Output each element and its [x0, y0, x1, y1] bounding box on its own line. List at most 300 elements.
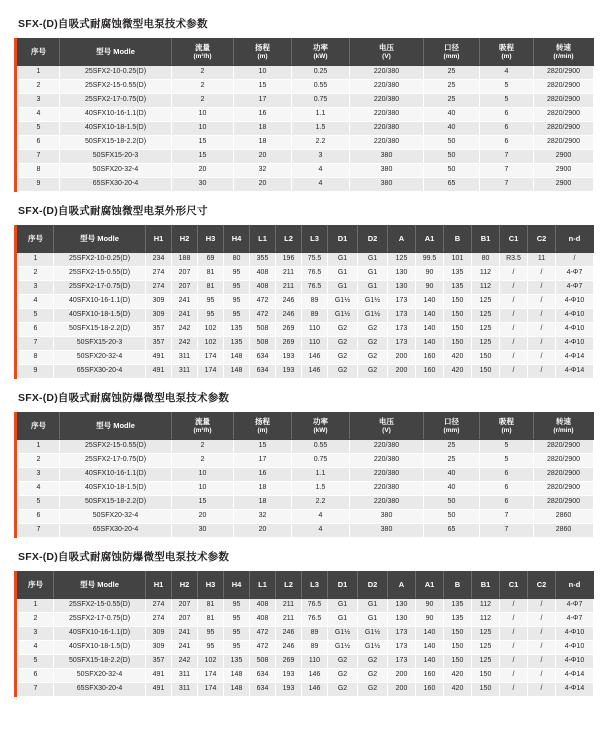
- table-cell: 50SFX20-32-4: [54, 669, 146, 683]
- table-cell: /: [528, 683, 556, 697]
- table-cell: 32: [234, 510, 292, 524]
- table-cell: G2: [358, 323, 388, 337]
- table-cell: 0.25: [292, 66, 350, 80]
- table-cell: 5: [480, 440, 534, 454]
- table-cell: 7: [18, 337, 54, 351]
- table-cell: 420: [444, 669, 472, 683]
- table-cell: 207: [172, 267, 198, 281]
- table-cell: 4: [18, 108, 60, 122]
- table-cell: 200: [388, 683, 416, 697]
- table-cell: /: [528, 267, 556, 281]
- table-cell: 207: [172, 613, 198, 627]
- section-title: SFX-(D)自吸式耐腐蚀防爆微型电泵技术参数: [18, 551, 230, 563]
- column-header: H2: [172, 572, 198, 599]
- column-header: [60, 39, 172, 66]
- table-row: [18, 267, 594, 281]
- table-cell: 2: [18, 613, 54, 627]
- column-header: A: [388, 226, 416, 253]
- table-cell: 4-Φ10: [556, 309, 594, 323]
- table-cell: 0.75: [292, 94, 350, 108]
- table-cell: 50SFX15-20-3: [60, 150, 172, 164]
- table-cell: 150: [472, 351, 500, 365]
- column-header: D2: [358, 572, 388, 599]
- table-cell: 135: [444, 613, 472, 627]
- column-header: D1: [328, 226, 358, 253]
- table-cell: 2: [172, 440, 234, 454]
- column-header: H3: [198, 226, 224, 253]
- column-header: L2: [276, 226, 302, 253]
- table-cell: 25SFX2-15-0.55(D): [54, 267, 146, 281]
- column-header-main: 扬程: [255, 416, 270, 426]
- table-cell: 220/380: [350, 136, 424, 150]
- table-cell: 40SFX10-16-1.1(D): [60, 108, 172, 122]
- column-header: A: [388, 572, 416, 599]
- table-cell: 10: [172, 482, 234, 496]
- table-cell: 472: [250, 627, 276, 641]
- table-cell: 173: [388, 337, 416, 351]
- table-cell: G2: [328, 669, 358, 683]
- table-cell: 20: [234, 150, 292, 164]
- table-cell: /: [528, 337, 556, 351]
- column-header: L1: [250, 226, 276, 253]
- table-cell: 508: [250, 323, 276, 337]
- table-cell: 173: [388, 627, 416, 641]
- table-cell: 25: [424, 80, 480, 94]
- table-cell: 65SFX30-20-4: [60, 524, 172, 538]
- table-cell: 246: [276, 309, 302, 323]
- column-header-main: 流量: [195, 42, 210, 52]
- table-accent-bar: [14, 571, 594, 697]
- table-cell: 6: [18, 136, 60, 150]
- spec-table: [17, 571, 594, 697]
- table-cell: 140: [416, 323, 444, 337]
- table-cell: 90: [416, 599, 444, 613]
- column-header: D1: [328, 572, 358, 599]
- table-cell: 75.5: [302, 253, 328, 267]
- column-header-unit: (V): [382, 426, 391, 434]
- table-cell: 311: [172, 683, 198, 697]
- table-row: [18, 178, 594, 192]
- table-cell: 150: [472, 683, 500, 697]
- table-cell: 11: [528, 253, 556, 267]
- table-cell: 173: [388, 641, 416, 655]
- column-header: [534, 413, 594, 440]
- table-cell: 40: [424, 482, 480, 496]
- column-header-main: 扬程: [255, 42, 270, 52]
- table-row: [18, 599, 594, 613]
- table-cell: 6: [480, 108, 534, 122]
- table-cell: 112: [472, 281, 500, 295]
- column-header: [424, 39, 480, 66]
- table-cell: 150: [472, 365, 500, 379]
- table-row: [18, 669, 594, 683]
- column-header: L3: [302, 226, 328, 253]
- table-cell: 311: [172, 365, 198, 379]
- table-cell: 150: [444, 309, 472, 323]
- table-cell: 6: [480, 122, 534, 136]
- table-cell: G1½: [328, 641, 358, 655]
- table-cell: 90: [416, 281, 444, 295]
- column-header: [480, 39, 534, 66]
- column-header: C1: [500, 226, 528, 253]
- table-cell: 80: [472, 253, 500, 267]
- table-cell: 220/380: [350, 80, 424, 94]
- table-cell: 112: [472, 599, 500, 613]
- table-cell: G1½: [328, 295, 358, 309]
- table-cell: 50SFX15-18-2.2(D): [60, 136, 172, 150]
- table-cell: /: [500, 599, 528, 613]
- table-cell: 40SFX10-16-1.1(D): [60, 468, 172, 482]
- table-cell: 50: [424, 150, 480, 164]
- table-row: [18, 295, 594, 309]
- table-cell: 140: [416, 627, 444, 641]
- table-cell: 6: [18, 323, 54, 337]
- table-cell: 25SFX2-10-0.25(D): [60, 66, 172, 80]
- table-cell: 241: [172, 295, 198, 309]
- table-cell: 50SFX15-18-2.2(D): [54, 323, 146, 337]
- table-cell: 4-Φ10: [556, 627, 594, 641]
- table-cell: G1: [328, 599, 358, 613]
- table-cell: 242: [172, 655, 198, 669]
- table-cell: 89: [302, 295, 328, 309]
- table-cell: 40SFX10-18-1.5(D): [60, 482, 172, 496]
- table-cell: G1½: [358, 641, 388, 655]
- table-row: [18, 627, 594, 641]
- table-cell: 25SFX2-10-0.25(D): [54, 253, 146, 267]
- table-cell: 380: [350, 178, 424, 192]
- table-cell: 200: [388, 669, 416, 683]
- table-cell: 125: [472, 655, 500, 669]
- table-cell: 65: [424, 524, 480, 538]
- table-cell: 95: [198, 295, 224, 309]
- table-cell: G1½: [358, 309, 388, 323]
- table-cell: 408: [250, 613, 276, 627]
- table-cell: 274: [146, 613, 172, 627]
- column-header: B: [444, 572, 472, 599]
- table-cell: 15: [234, 440, 292, 454]
- table-cell: 309: [146, 627, 172, 641]
- table-cell: 90: [416, 613, 444, 627]
- table-cell: 135: [444, 267, 472, 281]
- table-cell: 200: [388, 365, 416, 379]
- table-cell: /: [500, 281, 528, 295]
- table-cell: 125: [472, 295, 500, 309]
- table-cell: G2: [328, 323, 358, 337]
- table-cell: 15: [172, 496, 234, 510]
- table-cell: 102: [198, 323, 224, 337]
- table-cell: 102: [198, 337, 224, 351]
- table-cell: 5: [480, 80, 534, 94]
- table-cell: 2820/2900: [534, 468, 594, 482]
- table-cell: 150: [444, 337, 472, 351]
- column-header: H1: [146, 572, 172, 599]
- column-header-main: 口径: [444, 416, 459, 426]
- table-row: [18, 253, 594, 267]
- table-cell: 25: [424, 66, 480, 80]
- table-cell: 5: [18, 122, 60, 136]
- table-cell: 196: [276, 253, 302, 267]
- table-row: [18, 108, 594, 122]
- table-row: [18, 309, 594, 323]
- table-section: [14, 390, 590, 543]
- table-cell: /: [500, 323, 528, 337]
- table-cell: 241: [172, 627, 198, 641]
- table-cell: 95: [198, 309, 224, 323]
- table-cell: /: [500, 267, 528, 281]
- column-header: 型号 Modle: [54, 226, 146, 253]
- table-cell: 174: [198, 351, 224, 365]
- table-cell: 150: [444, 323, 472, 337]
- table-cell: G1½: [358, 295, 388, 309]
- table-cell: 2820/2900: [534, 80, 594, 94]
- table-cell: 30: [172, 524, 234, 538]
- table-cell: 4-Φ7: [556, 281, 594, 295]
- spec-table: [17, 412, 594, 538]
- table-header-row: [18, 226, 594, 253]
- table-cell: 472: [250, 641, 276, 655]
- section-title: SFX-(D)自吸式耐腐蚀微型电泵外形尺寸: [18, 205, 208, 217]
- table-cell: 2820/2900: [534, 440, 594, 454]
- table-cell: 2900: [534, 164, 594, 178]
- table-cell: 140: [416, 309, 444, 323]
- table-cell: 472: [250, 309, 276, 323]
- table-cell: 110: [302, 323, 328, 337]
- table-cell: 2860: [534, 524, 594, 538]
- table-cell: 5: [18, 496, 60, 510]
- table-cell: 148: [224, 683, 250, 697]
- table-cell: 211: [276, 267, 302, 281]
- column-header: A1: [416, 226, 444, 253]
- table-cell: 2.2: [292, 496, 350, 510]
- table-cell: 4-Φ7: [556, 267, 594, 281]
- section-title: SFX-(D)自吸式耐腐蚀微型电泵技术参数: [18, 18, 208, 30]
- table-cell: 16: [234, 468, 292, 482]
- table-cell: 5: [480, 454, 534, 468]
- column-header: 序号: [18, 572, 54, 599]
- table-cell: 1.5: [292, 482, 350, 496]
- table-cell: 40SFX10-18-1.5(D): [60, 122, 172, 136]
- table-row: [18, 80, 594, 94]
- table-cell: G1½: [328, 309, 358, 323]
- table-cell: 380: [350, 524, 424, 538]
- table-cell: /: [500, 669, 528, 683]
- table-cell: 140: [416, 641, 444, 655]
- table-cell: 95: [224, 309, 250, 323]
- table-cell: G1: [358, 281, 388, 295]
- table-cell: 25SFX2-17-0.75(D): [60, 454, 172, 468]
- column-header-unit: (kW): [313, 52, 328, 60]
- table-cell: 110: [302, 337, 328, 351]
- table-cell: 40SFX10-18-1.5(D): [54, 641, 146, 655]
- column-header: H2: [172, 226, 198, 253]
- table-cell: 2: [172, 80, 234, 94]
- column-header: [292, 413, 350, 440]
- table-cell: 150: [444, 641, 472, 655]
- table-cell: 4: [292, 524, 350, 538]
- table-cell: 193: [276, 351, 302, 365]
- table-cell: 95: [198, 627, 224, 641]
- table-cell: 2: [172, 94, 234, 108]
- table-cell: 508: [250, 655, 276, 669]
- table-cell: 242: [172, 337, 198, 351]
- table-cell: 634: [250, 365, 276, 379]
- table-cell: 380: [350, 164, 424, 178]
- column-header-main: 电压: [379, 42, 394, 52]
- table-cell: 2820/2900: [534, 496, 594, 510]
- table-cell: 7: [480, 510, 534, 524]
- table-cell: 130: [388, 281, 416, 295]
- table-cell: 95: [224, 599, 250, 613]
- table-cell: 4-Φ10: [556, 295, 594, 309]
- table-cell: 311: [172, 669, 198, 683]
- table-cell: 211: [276, 599, 302, 613]
- table-header-row: [18, 39, 594, 66]
- table-cell: 2900: [534, 178, 594, 192]
- column-header: [534, 39, 594, 66]
- table-cell: 2820/2900: [534, 122, 594, 136]
- table-cell: 135: [444, 599, 472, 613]
- column-header: [234, 413, 292, 440]
- column-header-main: 流量: [195, 416, 210, 426]
- table-cell: 20: [234, 524, 292, 538]
- table-cell: 193: [276, 669, 302, 683]
- table-cell: 50SFX15-18-2.2(D): [54, 655, 146, 669]
- column-header-unit: (r/min): [553, 52, 574, 60]
- table-cell: G2: [358, 655, 388, 669]
- table-cell: 1: [18, 599, 54, 613]
- table-cell: 173: [388, 309, 416, 323]
- table-cell: 241: [172, 309, 198, 323]
- column-header-main: 口径: [444, 42, 459, 52]
- table-cell: /: [500, 295, 528, 309]
- table-cell: R3.5: [500, 253, 528, 267]
- table-cell: 7: [480, 524, 534, 538]
- table-cell: /: [528, 599, 556, 613]
- table-cell: 25SFX2-17-0.75(D): [54, 281, 146, 295]
- table-header-row: [18, 572, 594, 599]
- table-cell: 150: [472, 669, 500, 683]
- table-cell: G2: [328, 365, 358, 379]
- table-cell: 89: [302, 641, 328, 655]
- table-cell: 408: [250, 599, 276, 613]
- column-header-main: 转速: [556, 42, 571, 52]
- table-cell: 25SFX2-15-0.55(D): [54, 599, 146, 613]
- table-cell: 125: [388, 253, 416, 267]
- table-cell: 65: [424, 178, 480, 192]
- table-cell: 146: [302, 365, 328, 379]
- table-cell: 193: [276, 683, 302, 697]
- column-header: B1: [472, 226, 500, 253]
- table-cell: /: [528, 323, 556, 337]
- table-cell: 7: [480, 164, 534, 178]
- column-header: H4: [224, 572, 250, 599]
- column-header: n-d: [556, 226, 594, 253]
- table-cell: /: [528, 655, 556, 669]
- table-cell: G2: [328, 351, 358, 365]
- table-cell: 76.5: [302, 281, 328, 295]
- table-cell: 8: [18, 351, 54, 365]
- table-cell: 50SFX15-20-3: [54, 337, 146, 351]
- table-cell: 4: [18, 641, 54, 655]
- table-cell: 355: [250, 253, 276, 267]
- table-cell: G2: [358, 669, 388, 683]
- column-header: [18, 39, 60, 66]
- table-row: [18, 164, 594, 178]
- table-cell: 508: [250, 337, 276, 351]
- table-cell: 10: [172, 468, 234, 482]
- table-cell: /: [500, 655, 528, 669]
- table-cell: 160: [416, 669, 444, 683]
- table-cell: 32: [234, 164, 292, 178]
- table-cell: 2.2: [292, 136, 350, 150]
- table-cell: G2: [328, 337, 358, 351]
- table-cell: 472: [250, 295, 276, 309]
- column-header: [234, 39, 292, 66]
- table-cell: 174: [198, 365, 224, 379]
- table-row: [18, 683, 594, 697]
- table-cell: /: [528, 295, 556, 309]
- table-row: [18, 524, 594, 538]
- table-cell: 125: [472, 337, 500, 351]
- table-cell: /: [528, 613, 556, 627]
- table-cell: 220/380: [350, 496, 424, 510]
- table-cell: 3: [18, 94, 60, 108]
- table-cell: 50: [424, 510, 480, 524]
- table-cell: 5: [480, 94, 534, 108]
- table-cell: G1: [328, 267, 358, 281]
- table-cell: 16: [234, 108, 292, 122]
- column-header: B: [444, 226, 472, 253]
- table-cell: 25SFX2-17-0.75(D): [54, 613, 146, 627]
- table-cell: 95: [198, 641, 224, 655]
- table-cell: 95: [224, 267, 250, 281]
- column-header-main: 电压: [379, 416, 394, 426]
- table-row: [18, 337, 594, 351]
- table-cell: 17: [234, 454, 292, 468]
- column-header: [424, 413, 480, 440]
- table-cell: 50SFX15-18-2.2(D): [60, 496, 172, 510]
- table-cell: 6: [18, 669, 54, 683]
- table-cell: 241: [172, 641, 198, 655]
- table-cell: G2: [358, 683, 388, 697]
- table-cell: 4-Φ10: [556, 641, 594, 655]
- table-cell: 15: [172, 150, 234, 164]
- table-cell: 148: [224, 669, 250, 683]
- table-cell: 25SFX2-17-0.75(D): [60, 94, 172, 108]
- table-cell: 3: [18, 468, 60, 482]
- table-cell: 4: [18, 482, 60, 496]
- table-cell: 160: [416, 351, 444, 365]
- column-header: n-d: [556, 572, 594, 599]
- table-cell: 200: [388, 351, 416, 365]
- column-header: H1: [146, 226, 172, 253]
- table-cell: 40SFX10-16-1.1(D): [54, 295, 146, 309]
- table-cell: 25: [424, 454, 480, 468]
- column-header: L2: [276, 572, 302, 599]
- table-cell: 130: [388, 267, 416, 281]
- table-cell: 20: [234, 178, 292, 192]
- column-header: [18, 413, 60, 440]
- table-cell: 17: [234, 94, 292, 108]
- table-cell: /: [528, 641, 556, 655]
- table-cell: G2: [328, 683, 358, 697]
- table-cell: 211: [276, 281, 302, 295]
- table-cell: /: [500, 641, 528, 655]
- table-cell: 140: [416, 655, 444, 669]
- table-cell: 15: [172, 136, 234, 150]
- table-cell: 5: [18, 655, 54, 669]
- table-cell: 102: [198, 655, 224, 669]
